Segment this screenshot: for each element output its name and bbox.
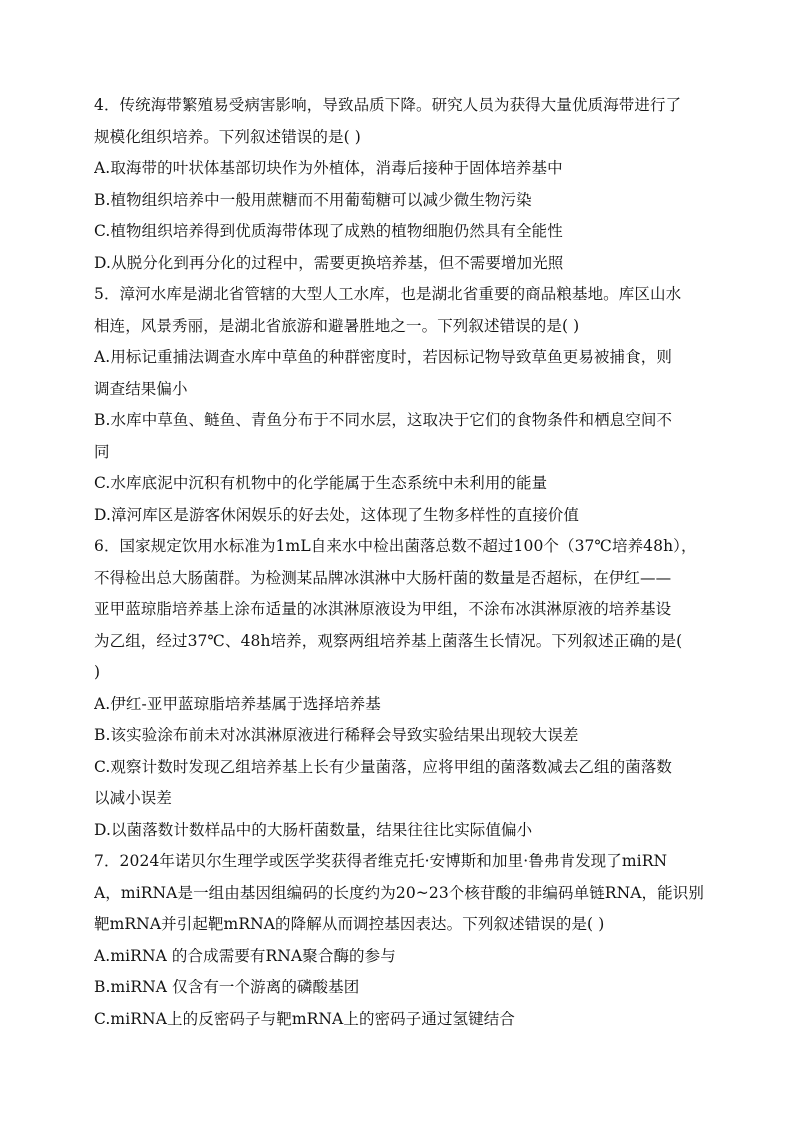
question-5-option-d: D.漳河库区是游客休闲娱乐的好去处，这体现了生物多样性的直接价值 (94, 505, 580, 524)
question-7 (94, 846, 706, 1035)
question-4-stem-line-2: 规模化组织培养。下列叙述错误的是( ) (94, 127, 361, 146)
question-4-stem-line-1: 4．传统海带繁殖易受病害影响，导致品质下降。研究人员为获得大量优质海带进行了 (94, 96, 682, 114)
question-5-option-a-line-1: A.用标记重捕法调查水库中草鱼的种群密度时，若因标记物导致草鱼更易被捕食，则 (94, 348, 672, 366)
question-6-stem-line-4: 为乙组，经过37℃、48h培养，观察两组培养基上菌落生长情况。下列叙述正确的是( (94, 631, 683, 650)
question-7-option-b: B.miRNA 仅含有一个游离的磷酸基团 (94, 978, 360, 996)
question-6-option-d: D.以菌落数计数样品中的大肠杆菌数量，结果往往比实际值偏小 (94, 820, 533, 839)
question-5-option-a-line-2: 调查结果偏小 (94, 379, 188, 398)
question-7-stem-line-2: A，miRNA是一组由基因组编码的长度约为20~23个核苷酸的非编码单链RNA，能识别 (94, 883, 704, 902)
question-6 (94, 531, 706, 846)
question-5-option-b-line-1: B.水库中草鱼、鲢鱼、青鱼分布于不同水层，这取决于它们的食物条件和栖息空间不 (94, 411, 673, 429)
question-4 (94, 90, 706, 279)
question-5-option-b-line-2: 同 (94, 442, 110, 461)
exam-page (94, 90, 706, 1035)
question-7-option-c: C.miRNA上的反密码子与靶mRNA上的密码子通过氢键结合 (94, 1009, 515, 1028)
question-4-option-a: A.取海带的叶状体基部切块作为外植体，消毒后接种于固体培养基中 (94, 159, 563, 177)
question-5 (94, 279, 706, 531)
question-4-option-d: D.从脱分化到再分化的过程中，需要更换培养基，但不需要增加光照 (94, 253, 564, 272)
question-7-stem-line-1: 7．2024年诺贝尔生理学或医学奖获得者维克托·安博斯和加里·鲁弗肯发现了miRN (94, 852, 668, 870)
question-6-option-b: B.该实验涂布前未对冰淇淋原液进行稀释会导致实验结果出现较大误差 (94, 726, 579, 744)
question-5-stem-line-1: 5．漳河水库是湖北省管辖的大型人工水库，也是湖北省重要的商品粮基地。库区山水 (94, 285, 682, 303)
question-6-option-a: A.伊红-亚甲蓝琼脂培养基属于选择培养基 (94, 694, 381, 713)
question-6-stem-line-2: 不得检出总大肠菌群。为检测某品牌冰淇淋中大肠杆菌的数量是否超标，在伊红—— (94, 568, 672, 587)
question-6-stem-line-5: ) (94, 663, 101, 681)
question-7-stem-line-3: 靶mRNA并引起靶mRNA的降解从而调控基因表达。下列叙述错误的是( ) (94, 915, 605, 933)
question-6-stem-line-1: 6．国家规定饮用水标准为1mL自来水中检出菌落总数不超过100个（37℃培养48h）， (94, 537, 697, 555)
question-5-stem-line-2: 相连，风景秀丽，是湖北省旅游和避暑胜地之一。下列叙述错误的是( ) (94, 316, 580, 335)
question-4-option-b: B.植物组织培养中一般用蔗糖而不用葡萄糖可以减少微生物污染 (94, 190, 532, 209)
question-5-option-c: C.水库底泥中沉积有机物中的化学能属于生态系统中未利用的能量 (94, 474, 548, 492)
question-6-option-c-line-2: 以减小误差 (94, 789, 173, 807)
question-4-option-c: C.植物组织培养得到优质海带体现了成熟的植物细胞仍然具有全能性 (94, 222, 563, 240)
question-6-option-c-line-1: C.观察计数时发现乙组培养基上长有少量菌落，应将甲组的菌落数减去乙组的菌落数 (94, 757, 673, 776)
question-7-option-a: A.miRNA 的合成需要有RNA聚合酶的参与 (94, 946, 396, 965)
question-6-stem-line-3: 亚甲蓝琼脂培养基上涂布适量的冰淇淋原液设为甲组，不涂布冰淇淋原液的培养基设 (94, 600, 672, 618)
